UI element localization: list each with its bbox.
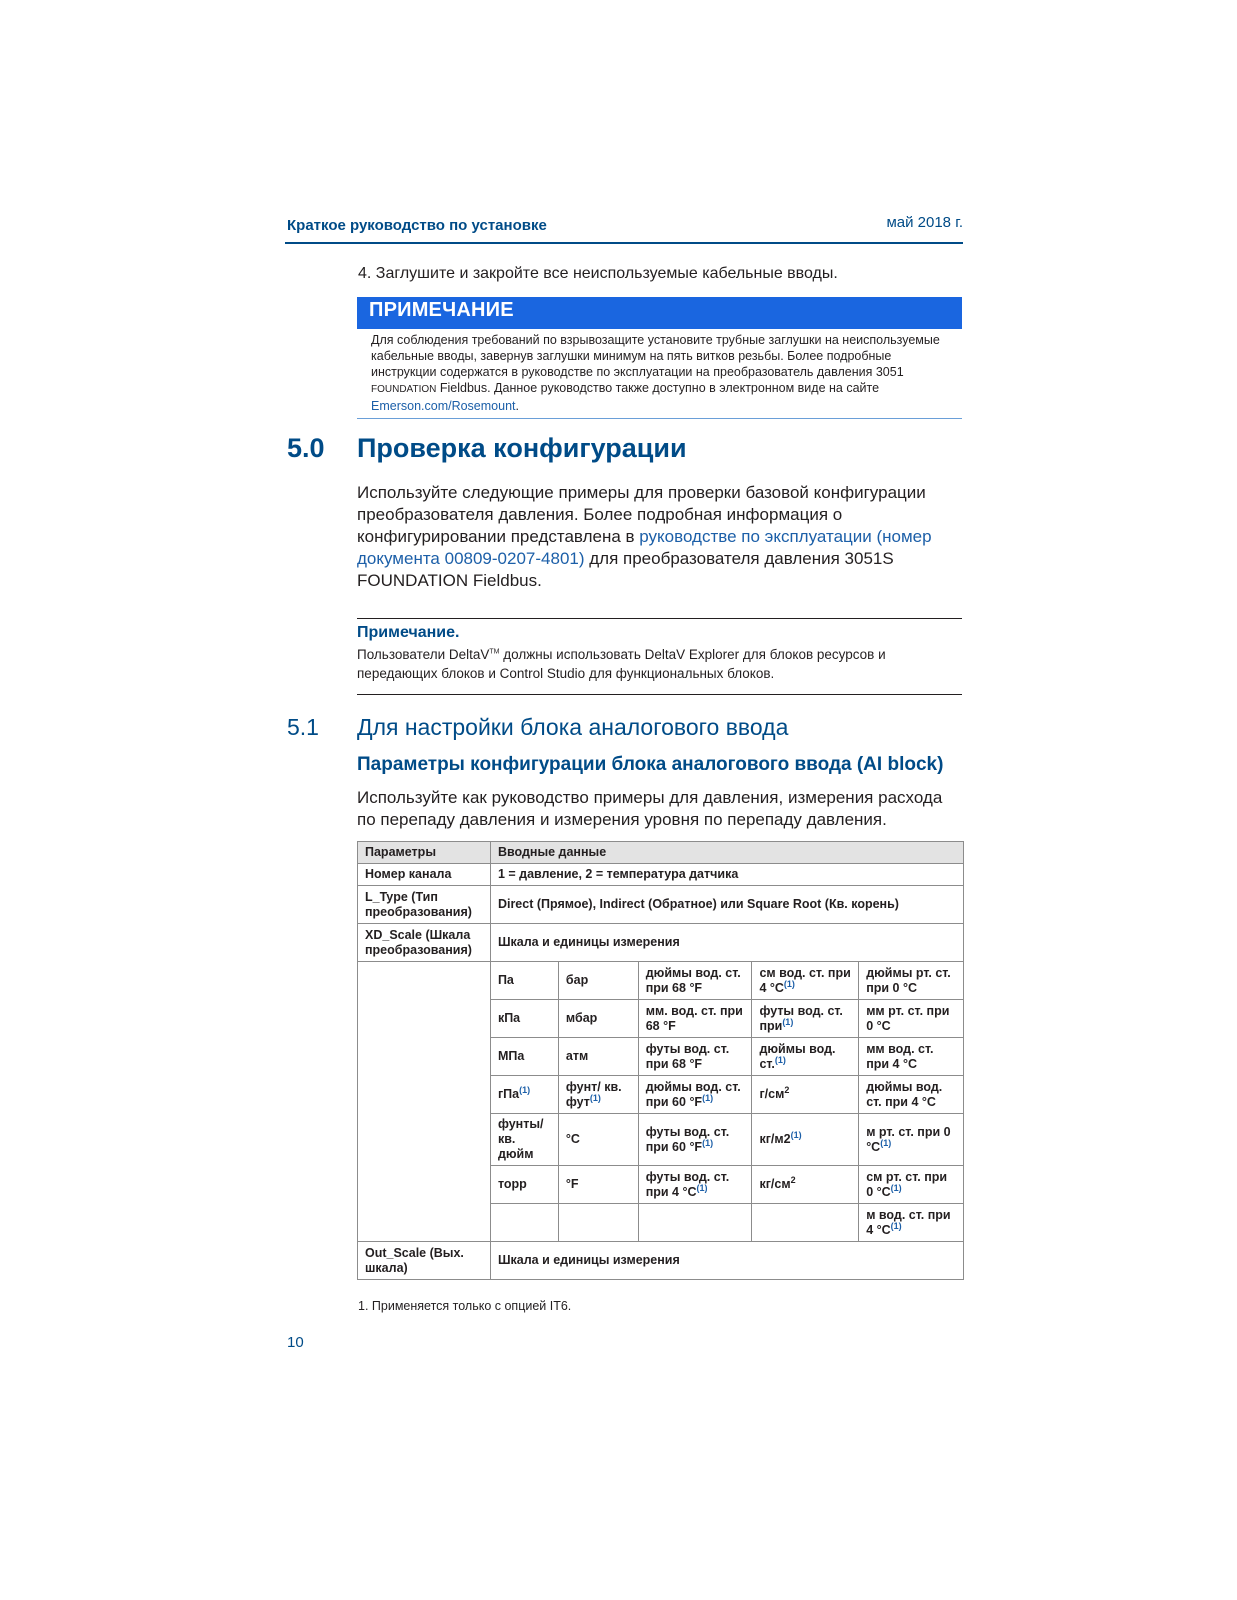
- table-header: Вводные данные: [490, 842, 963, 864]
- note-rule: [357, 418, 962, 419]
- table-row: Номер канала 1 = давление, 2 = температура датчика: [358, 864, 964, 886]
- subsection-title: Для настройки блока аналогового ввода: [357, 714, 789, 740]
- note-banner: [357, 297, 962, 329]
- trademark: TM: [489, 648, 500, 656]
- section-body: Используйте следующие примеры для проверки базовой конфигурации преобразователя давления. Более подробная информация о конфигурировании представлена в руководстве по эксплуатации (номер документа 00809-0207-4801) для преобразователя давления 3051S FOUNDATION Fieldbus.: [357, 483, 932, 590]
- emerson-link[interactable]: Emerson.com/Rosemount: [371, 399, 516, 413]
- note-text: Для соблюдения требований по взрывозащите установите трубные заглушки на неиспользуемые кабельные вводы, завернув заглушки минимум на пять витков резьбы. Более подробные инструкции содержатся в руководстве по эксплуатации на преобразователь давления 3051 FOUNDATION Fieldbus. Данное руководство также доступно в электронном виде на сайте Emerson.com/Rosemount.: [371, 333, 940, 413]
- note2-title: Примечание.: [357, 624, 460, 641]
- step-4: 4. Заглушите и закройте все неиспользуемые кабельные вводы.: [358, 265, 838, 282]
- section-title: Проверка конфигурации: [357, 433, 687, 463]
- table-row: фунты/ кв. дюйм °C футы вод. ст. при 60 $^\circ F^{(1)}$ кг/м2$^{(1)}$ м рт. ст. при 0 $^\circ C^{(1)}$: [358, 1114, 964, 1166]
- table-row: торр °F футы вод. ст. при 4 $^\circ C^{(1)}$ $кг/см^2$ см рт. ст. при 0 $^\circ C^{(1)}$: [358, 1166, 964, 1204]
- table-row: L_Type (Тип преобразования) Direct (Прямое), Indirect (Обратное) или Square Root (Кв. корень): [358, 886, 964, 924]
- table-row: МПа атм футы вод. ст. при 68 °F дюймы вод. ст.$^{(1)}$ мм вод. ст. при 4 °C: [358, 1038, 964, 1076]
- manual-link[interactable]: руководстве по эксплуатации (номер документа 00809-0207-4801): [357, 527, 932, 568]
- table-row: м вод. ст. при 4 $^\circ C^{(1)}$: [358, 1204, 964, 1242]
- section-number: 5.0: [287, 433, 325, 463]
- table-row: Out_Scale (Вых. шкала) Шкала и единицы измерения: [358, 1242, 964, 1280]
- foundation-text: FOUNDATION: [371, 384, 437, 395]
- divider: [357, 694, 962, 695]
- table-row: гПа$^{(1)}$ фунт/ кв. фут$^{(1)}$ дюймы вод. ст. при 60 $^\circ F^{(1)}$ $г/см^2$ дюймы вод. ст. при 4 °C: [358, 1076, 964, 1114]
- table-row: кПа мбар мм. вод. ст. при 68 °F футы вод. ст. при$^{(1)}$ мм рт. ст. при 0 °C: [358, 1000, 964, 1038]
- table-row: Па бар дюймы вод. ст. при 68 °F см вод. ст. при 4 $^\circ C^{(1)}$ дюймы рт. ст. при 0 °C: [358, 962, 964, 1000]
- subheading: Параметры конфигурации блока аналогового ввода (AI block): [357, 754, 944, 775]
- header-rule: [285, 242, 963, 244]
- subsection-number: 5.1: [287, 714, 319, 740]
- header-date: май 2018 г.: [886, 214, 963, 231]
- note-heading: ПРИМЕЧАНИЕ: [369, 299, 514, 321]
- divider: [357, 618, 962, 619]
- table-row: XD_Scale (Шкала преобразования) Шкала и единицы измерения: [358, 924, 964, 962]
- subsection-body: Используйте как руководство примеры для давления, измерения расхода по перепаду давления и измерения уровня по перепаду давления.: [357, 788, 943, 829]
- note2-text: Пользователи DeltaV™ должны использовать DeltaV Explorer для блоков ресурсов и передающих блоков и Control Studio для функциональных блоков.: [357, 647, 886, 681]
- table-header-row: [358, 842, 964, 864]
- ai-block-table: [357, 841, 964, 1280]
- footnote: 1. Применяется только с опцией IT6.: [358, 1299, 572, 1313]
- page-number: 10: [287, 1334, 304, 1351]
- header-title: Краткое руководство по установке: [287, 217, 547, 234]
- table-header: Параметры: [358, 842, 491, 864]
